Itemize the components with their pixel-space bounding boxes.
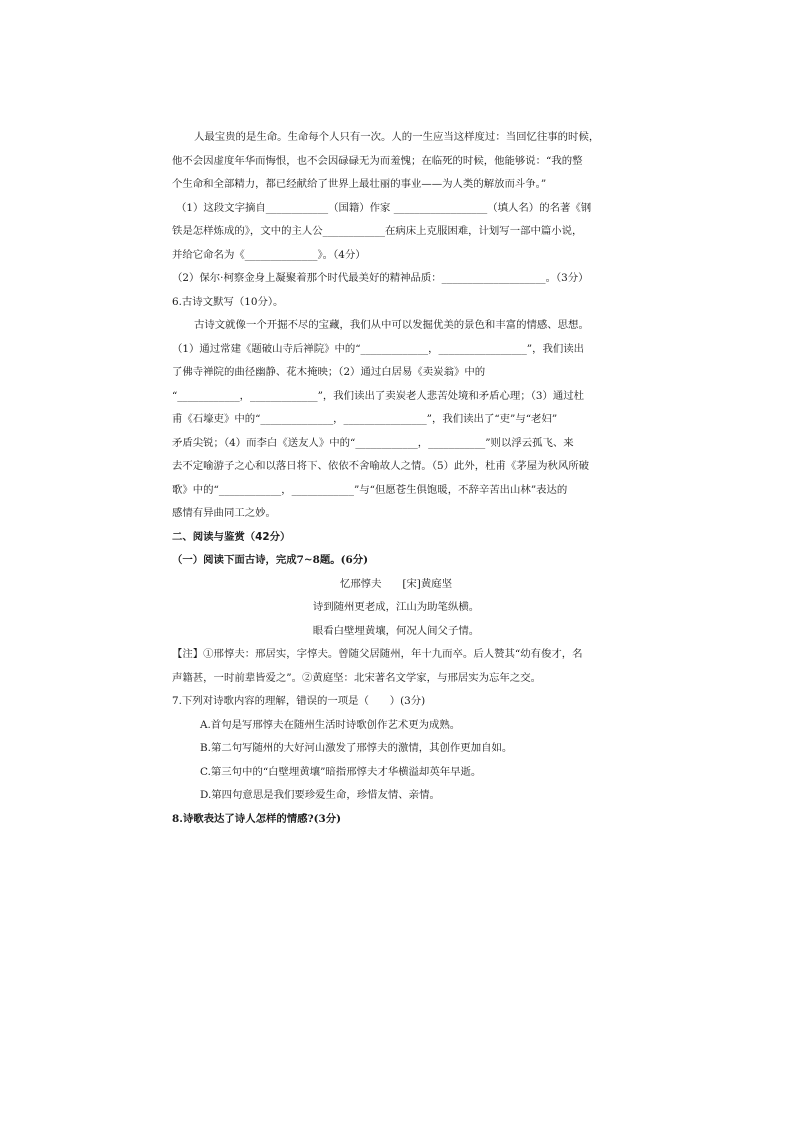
part-1-title: （一）阅读下面古诗，完成7~8题。(6分) xyxy=(172,554,369,566)
question-5-1-line: 铁是怎样炼成的》，文中的主人公____________在病床上克服困难，计划写一部中篇小说， xyxy=(172,225,583,237)
question-6-line: “____________，_____________”，我们读出了卖炭老人悲苦处境和矛盾心理；（3）通过杜 xyxy=(172,389,585,402)
question-6-line: 矛盾尖锐；（4）而李白《送友人》中的“____________，___________”则以浮云孤飞、来 xyxy=(172,436,574,449)
question-7-stem: 7.下列对诗歌内容的理解，错误的一项是（ ）(3分) xyxy=(172,695,426,707)
question-6-line: 古诗文就像一个开掘不尽的宝藏，我们从中可以发掘优美的景色和丰富的情感、思想。 xyxy=(194,319,589,331)
question-7-option-c: C.第三句中的“白壁埋黄壤”暗指邢惇夫才华横溢却英年早逝。 xyxy=(200,765,482,778)
question-6-title: 6.古诗文默写（10分）。 xyxy=(172,295,284,308)
question-5-2: （2）保尔·柯察金身上凝聚着那个时代最美好的精神品质：____________________。（3分） xyxy=(172,272,589,284)
question-6-line: （1）通过常建《题破山寺后禅院》中的“_____________，_________________”，我们读出 xyxy=(172,342,585,355)
question-5-1-line: 并给它命名为《______________》。（4分） xyxy=(172,248,366,261)
question-5-1-line: （1）这段文字摘自____________（国籍）作家 __________________（填人名）的名著《钢 xyxy=(176,201,592,214)
question-7-option-b: B.第二句写随州的大好河山激发了邢惇夫的激情，其创作更加自如。 xyxy=(200,742,513,754)
poem-title: 忆邢惇夫 [宋]黄庭坚 xyxy=(339,577,452,590)
question-6-line: 甫《石壕吏》中的“______________，________________”，我们读出了“吏”与“老妇” xyxy=(172,413,558,425)
question-8: 8.诗歌表达了诗人怎样的情感?(3分) xyxy=(172,812,342,825)
poem-note-line: 【注】①邢惇夫：邢居实，字惇夫。曾随父居随州，年十九而卒。后人赞其“幼有俊才，名 xyxy=(172,648,583,660)
question-6-line: 了佛寺禅院的曲径幽静、花木掩映；（2）通过白居易《卖炭翁》中的 xyxy=(172,366,486,378)
poem-line: 眼看白壁埋黄壤，何况人间父子情。 xyxy=(312,624,480,637)
passage-line: 个生命和全部精力，都已经献给了世界上最壮丽的事业——为人类的解放而斗争。” xyxy=(172,178,547,190)
section-2-title: 二、阅读与鉴赏（42分） xyxy=(172,530,291,543)
question-6-line: 去不定喻游子之心和以落日将下、依依不舍喻故人之情。（5）此外，杜甫《茅屋为秋风所破 xyxy=(172,460,590,472)
poem-line: 诗到随州更老成，江山为助笔纵横。 xyxy=(312,601,480,613)
passage-line: 他不会因虚度年华而悔恨，也不会因碌碌无为而羞愧；在临死的时候，他能够说：“我的整 xyxy=(172,154,583,167)
passage-line: 人最宝贵的是生命。生命每个人只有一次。人的一生应当这样度过：当回忆往事的时候， xyxy=(194,131,600,143)
question-7-option-d: D.第四句意思是我们要珍爱生命，珍惜友情、亲情。 xyxy=(200,789,440,801)
question-6-line: 歌》中的“____________，____________”与“但愿苍生俱饱暖，不辞辛苦出山林”表达的 xyxy=(172,483,568,496)
question-7-option-a: A.首句是写邢惇夫在随州生活时诗歌创作艺术更为成熟。 xyxy=(200,718,461,731)
question-6-line: 感情有异曲同工之妙。 xyxy=(172,507,276,519)
poem-note-line: 声籍甚，一时前辈皆爱之”。②黄庭坚：北宋著名文学家，与邢居实为忘年之交。 xyxy=(172,671,541,684)
exam-page xyxy=(172,126,620,831)
